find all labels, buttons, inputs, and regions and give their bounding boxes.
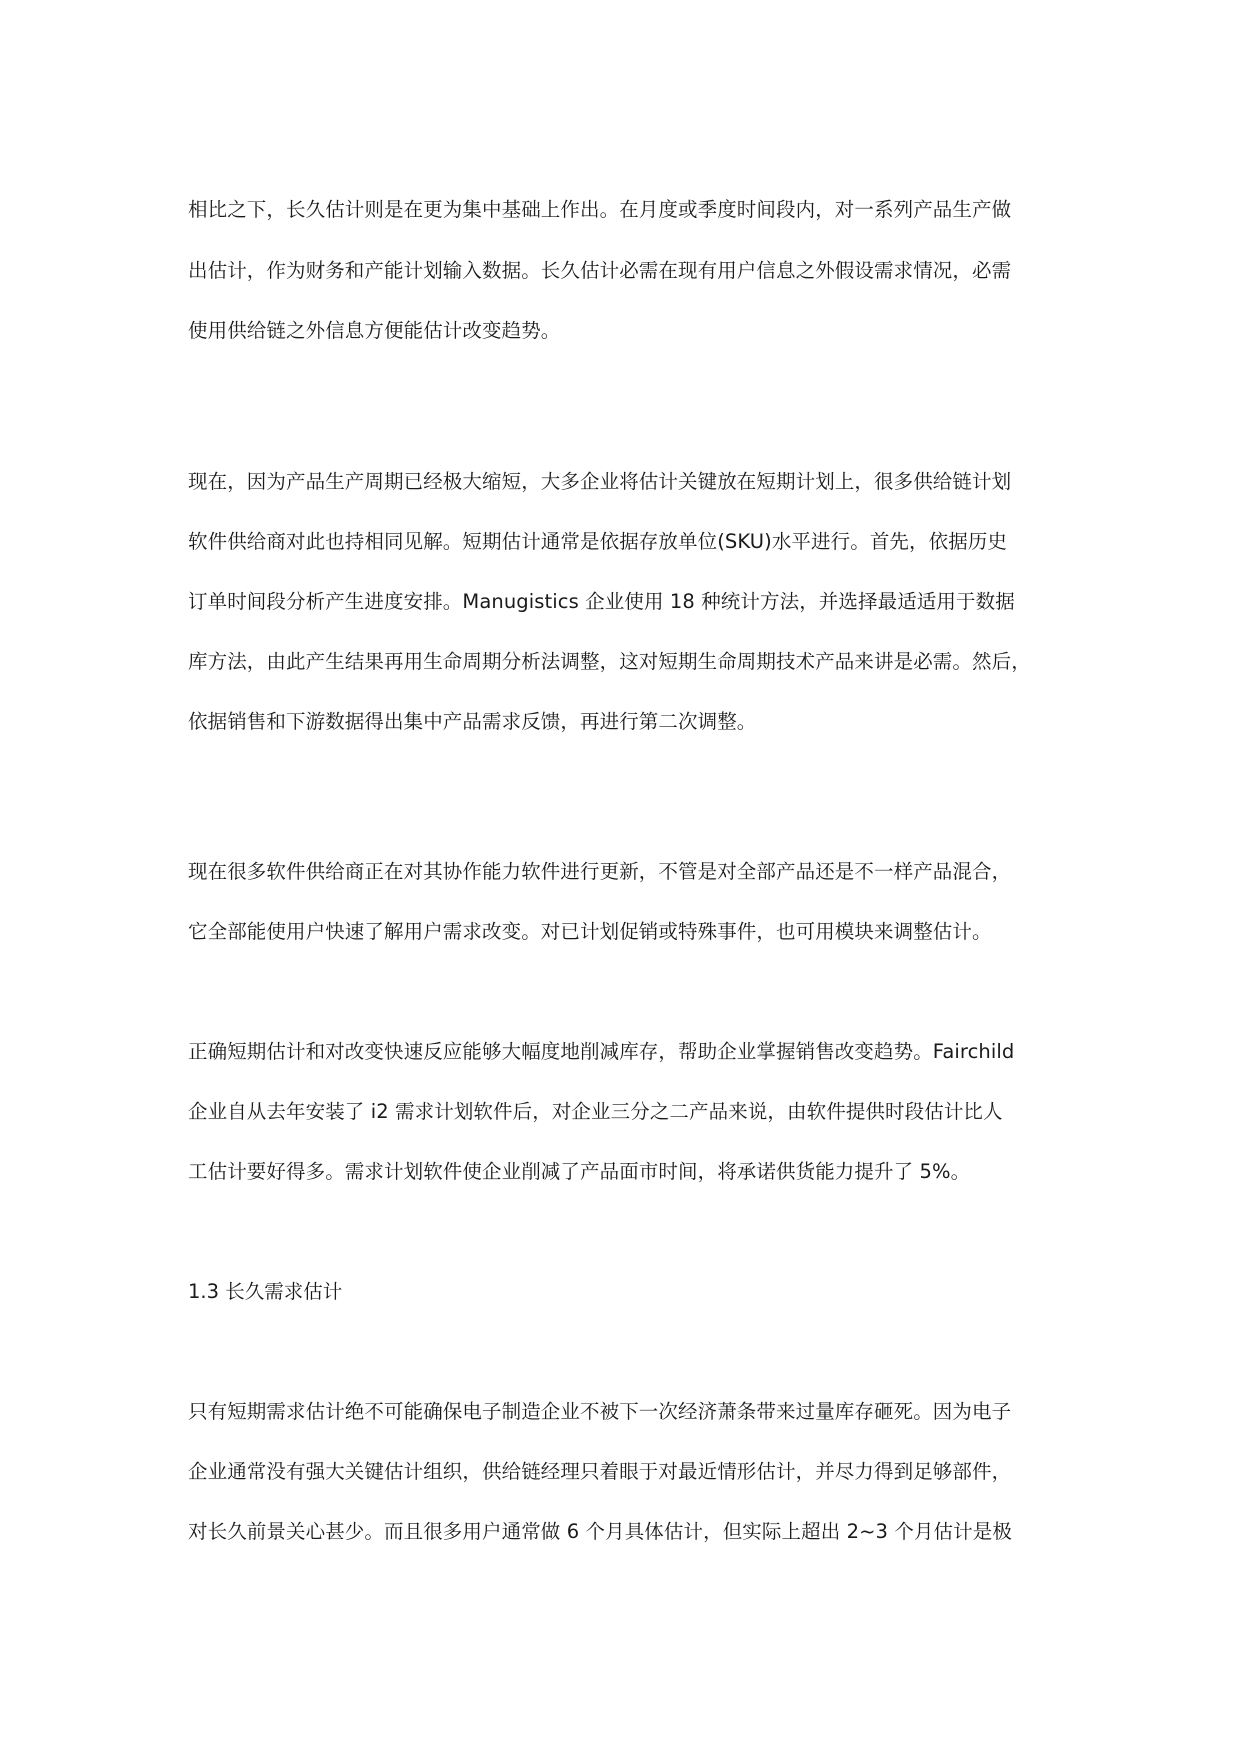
section-heading: 1.3 长久需求估计 bbox=[188, 1280, 343, 1303]
paragraph-2-line-5: 依据销售和下游数据得出集中产品需求反馈，再进行第二次调整。 bbox=[188, 710, 757, 733]
paragraph-4-line-3: 工估计要好得多。需求计划软件使企业削减了产品面市时间，将承诺供货能力提升了 5%。 bbox=[188, 1160, 971, 1183]
paragraph-5-line-2: 企业通常没有强大关键估计组织，供给链经理只着眼于对最近情形估计，并尽力得到足够部件， bbox=[188, 1460, 1012, 1483]
paragraph-2-line-4: 库方法，由此产生结果再用生命周期分析法调整，这对短期生命周期技术产品来讲是必需。然后， bbox=[188, 650, 1031, 673]
paragraph-4-line-1: 正确短期估计和对改变快速反应能够大幅度地削减库存，帮助企业掌握销售改变趋势。Fairchild bbox=[188, 1040, 1015, 1063]
paragraph-5-line-1: 只有短期需求估计绝不可能确保电子制造企业不被下一次经济萧条带来过量库存砸死。因为电子 bbox=[188, 1400, 1012, 1423]
paragraph-5-line-3: 对长久前景关心甚少。而且很多用户通常做 6 个月具体估计，但实际上超出 2~3 个月估计是极 bbox=[188, 1520, 1012, 1543]
paragraph-1-line-2: 出估计，作为财务和产能计划输入数据。长久估计必需在现有用户信息之外假设需求情况，必需 bbox=[188, 259, 1012, 282]
paragraph-2-line-3: 订单时间段分析产生进度安排。Manugistics 企业使用 18 种统计方法，并选择最适适用于数据 bbox=[188, 590, 1015, 613]
paragraph-4-line-2: 企业自从去年安装了 i2 需求计划软件后，对企业三分之二产品来说，由软件提供时段估计比人 bbox=[188, 1100, 1003, 1123]
paragraph-2-line-1: 现在，因为产品生产周期已经极大缩短，大多企业将估计关键放在短期计划上，很多供给链计划 bbox=[188, 470, 1012, 493]
paragraph-2-line-2: 软件供给商对此也持相同见解。短期估计通常是依据存放单位(SKU)水平进行。首先，依据历史 bbox=[188, 530, 1008, 553]
paragraph-1-line-1: 相比之下，长久估计则是在更为集中基础上作出。在月度或季度时间段内，对一系列产品生产做 bbox=[188, 198, 1012, 221]
paragraph-3-line-1: 现在很多软件供给商正在对其协作能力软件进行更新，不管是对全部产品还是不一样产品混合， bbox=[188, 860, 1012, 883]
paragraph-3-line-2: 它全部能使用户快速了解用户需求改变。对已计划促销或特殊事件，也可用模块来调整估计。 bbox=[188, 920, 992, 943]
paragraph-1-line-3: 使用供给链之外信息方便能估计改变趋势。 bbox=[188, 319, 561, 342]
